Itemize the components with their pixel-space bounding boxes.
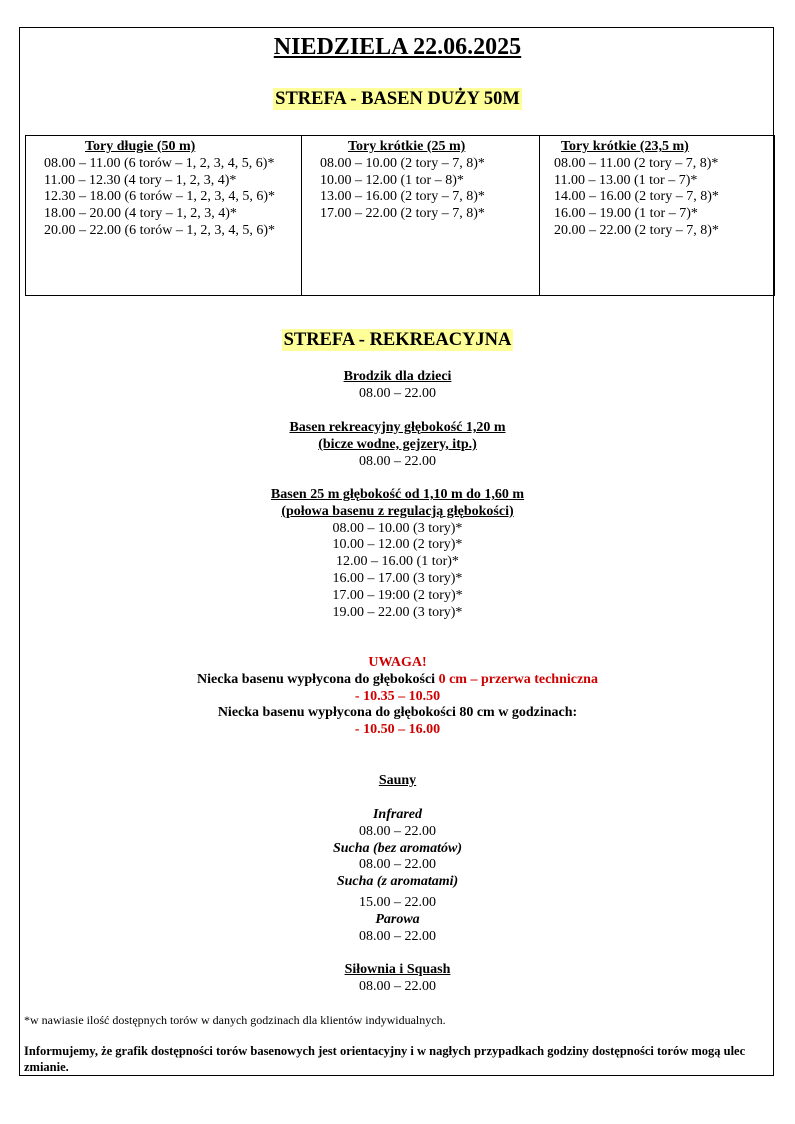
pool-25-line: 12.00 – 16.00 (1 tor)* — [336, 554, 459, 570]
lane-line: 11.00 – 12.30 (4 tory – 1, 2, 3, 4)* — [44, 172, 237, 188]
schedule-frame — [19, 27, 774, 1076]
warning-section — [20, 655, 775, 739]
sauna-list — [20, 807, 775, 945]
lane-line: 16.00 – 19.00 (1 tor – 7)* — [554, 206, 698, 222]
sauna-name: Infrared — [372, 807, 422, 822]
pool-25-line: 10.00 – 12.00 (2 tory)* — [332, 537, 463, 553]
lane-line: 11.00 – 13.00 (1 tor – 7)* — [554, 172, 698, 188]
sauna-hours: 08.00 – 22.00 — [359, 823, 436, 839]
gym-title: Siłownia i Squash — [344, 962, 451, 977]
recreation-pool-section — [20, 420, 775, 470]
lane-column-short-23-5 — [540, 136, 775, 296]
brodzik-section — [20, 369, 775, 403]
lane-line: 08.00 – 11.00 (6 torów – 1, 2, 3, 4, 5, 6)* — [44, 155, 275, 171]
lane-line: 13.00 – 16.00 (2 tory – 7, 8)* — [320, 189, 485, 205]
pool-25-line: 19.00 – 22.00 (3 tory)* — [332, 604, 463, 620]
gym-hours: 08.00 – 22.00 — [359, 978, 436, 994]
pool-25-line: 16.00 – 17.00 (3 tory)* — [332, 570, 463, 586]
lane-line: 18.00 – 20.00 (4 tory – 1, 2, 3, 4)* — [44, 206, 237, 222]
footnote: *w nawiasie ilość dostępnych torów w danych godzinach dla klientów indywidualnych. — [24, 1013, 446, 1027]
zone-big-heading-wrap — [20, 87, 775, 111]
page-title: NIEDZIELA 22.06.2025 — [273, 34, 522, 60]
lane-line: 14.00 – 16.00 (2 tory – 7, 8)* — [554, 189, 719, 205]
lane-line: 12.30 – 18.00 (6 torów – 1, 2, 3, 4, 5, 6)* — [44, 189, 275, 205]
sauna-hours: 08.00 – 22.00 — [359, 857, 436, 873]
lane-line: 17.00 – 22.00 (2 tory – 7, 8)* — [320, 206, 485, 222]
lane-line: 08.00 – 10.00 (2 tory – 7, 8)* — [320, 155, 485, 171]
lane-line: 10.00 – 12.00 (1 tor – 8)* — [320, 172, 464, 188]
recreation-pool-hours: 08.00 – 22.00 — [359, 453, 436, 469]
sauna-name: Sucha (bez aromatów) — [332, 840, 463, 856]
lane-column-header: Tory krótkie (25 m) — [348, 139, 466, 154]
warning-line1-text: Niecka basenu wypłycona do głębokości — [197, 671, 439, 687]
lane-column-short-25 — [302, 136, 540, 296]
brodzik-hours: 08.00 – 22.00 — [359, 385, 436, 401]
warning-line2: - 10.35 – 10.50 — [354, 688, 441, 704]
warning-line1-red: 0 cm – przerwa techniczna — [438, 671, 598, 687]
warning-line3: Niecka basenu wypłycona do głębokości 80 cm w godzinach: — [217, 705, 578, 721]
gym-section — [20, 962, 775, 996]
brodzik-title: Brodzik dla dzieci — [343, 369, 452, 384]
zone-big-heading: STREFA - BASEN DUŻY 50M — [275, 89, 520, 109]
pool-25-title: Basen 25 m głębokość od 1,10 m do 1,60 m — [270, 487, 525, 502]
zone-rec-heading-wrap — [20, 328, 775, 352]
warning-line4: - 10.50 – 16.00 — [354, 722, 441, 738]
warning-label: UWAGA! — [368, 655, 427, 670]
lane-column-header: Tory krótkie (23,5 m) — [561, 139, 689, 154]
pool-25-section — [20, 487, 775, 621]
recreation-pool-subtitle: (bicze wodne, gejzery, itp.) — [318, 436, 477, 452]
saunas-section — [20, 773, 775, 790]
zone-rec-heading: STREFA - REKREACYJNA — [283, 330, 512, 350]
recreation-pool-title: Basen rekreacyjny głębokość 1,20 m — [289, 420, 506, 435]
sauna-name: Parowa — [375, 911, 420, 927]
pool-25-line: 08.00 – 10.00 (3 tory)* — [332, 520, 463, 536]
sauna-hours: 15.00 – 22.00 — [359, 894, 436, 910]
lane-line: 08.00 – 11.00 (2 tory – 7, 8)* — [554, 155, 719, 171]
pool-25-subtitle: (połowa basenu z regulacją głębokości) — [281, 503, 514, 519]
lane-line: 20.00 – 22.00 (2 tory – 7, 8)* — [554, 222, 719, 238]
lane-column-header: Tory długie (50 m) — [85, 139, 196, 154]
sauna-hours: 08.00 – 22.00 — [359, 928, 436, 944]
saunas-title: Sauny — [378, 773, 417, 788]
lane-column-long — [26, 136, 302, 296]
lane-line: 20.00 – 22.00 (6 torów – 1, 2, 3, 4, 5, 6)* — [44, 222, 275, 238]
sauna-name: Sucha (z aromatami) — [336, 874, 459, 890]
lanes-table — [25, 135, 775, 296]
pool-25-line: 17.00 – 19:00 (2 tory)* — [332, 587, 463, 603]
info-note: Informujemy, że grafik dostępności torów basenowych jest orientacyjny i w nagłych przypadkach godziny dostępności torów mogą ulec zmianie. — [24, 1044, 746, 1074]
